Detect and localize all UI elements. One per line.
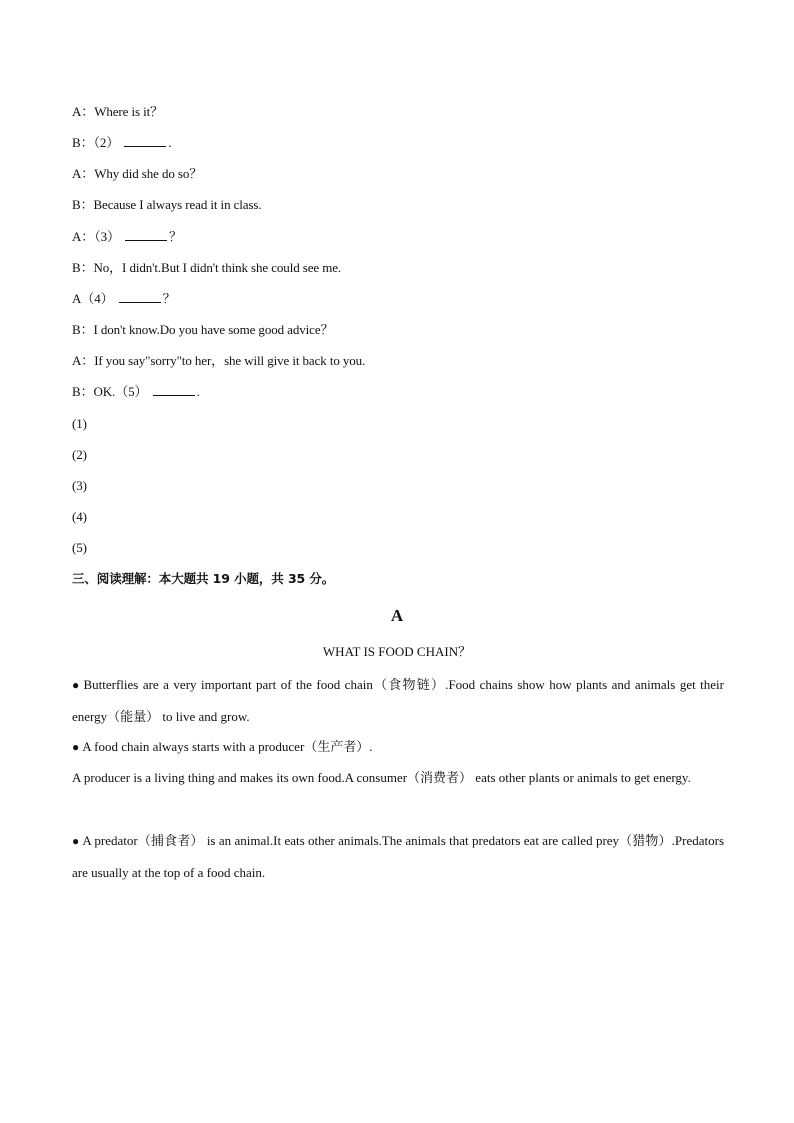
answer-number: (5): [72, 540, 87, 555]
answer-line-2: [72, 447, 87, 463]
bullet-icon: ●: [72, 740, 80, 754]
paragraph-text: A producer is a living thing and makes its own food.A consumer（消费者） eats other plants or animals to get energy.: [72, 770, 691, 785]
paragraph-1: [72, 669, 724, 732]
answer-number: (3): [72, 478, 87, 493]
answer-blank-2[interactable]: [124, 135, 166, 147]
dialogue-text: A：Where is it？: [72, 104, 164, 119]
paragraph-3: [72, 762, 724, 793]
dialogue-line-6: [72, 260, 341, 276]
dialogue-suffix: .: [168, 135, 172, 150]
paragraph-text: A predator（捕食者） is an animal.It eats other animals.The animals that predators eat are called prey（猎物）.Predators are usually at the top of a food chain.: [72, 833, 725, 880]
dialogue-line-3: [72, 166, 202, 182]
dialogue-line-1: [72, 104, 163, 120]
passage-title: WHAT IS FOOD CHAIN？: [322, 644, 472, 659]
dialogue-text: B：Because I always read it in class.: [72, 197, 262, 212]
answer-blank-4[interactable]: [119, 291, 161, 303]
answer-number: (1): [72, 416, 87, 431]
dialogue-suffix: .: [196, 384, 200, 399]
dialogue-text: B：No，I didn't.But I didn't think she could see me.: [72, 260, 342, 275]
passage-label: A: [390, 606, 404, 625]
dialogue-text: B：I don't know.Do you have some good advice？: [72, 322, 334, 337]
paragraph-text: A food chain always starts with a producer（生产者）.: [82, 739, 373, 754]
answer-blank-5[interactable]: [153, 384, 195, 396]
answer-line-5: [72, 540, 87, 556]
dialogue-text: A：If you say"sorry"to her，she will give it back to you.: [72, 353, 366, 368]
dialogue-line-8: [72, 322, 333, 338]
dialogue-text: A（4）: [72, 291, 114, 306]
dialogue-line-9: [72, 353, 365, 369]
dialogue-line-4: [72, 197, 262, 213]
answer-blank-3[interactable]: [125, 229, 167, 241]
dialogue-line-2: [72, 135, 171, 151]
dialogue-text: A：Why did she do so？: [72, 166, 203, 181]
dialogue-text: B：OK.（5）: [72, 384, 148, 399]
answer-line-1: [72, 416, 87, 432]
dialogue-text: B：（2）: [72, 135, 120, 150]
bullet-icon: ●: [72, 834, 80, 848]
answer-line-3: [72, 478, 87, 494]
dialogue-line-10: [72, 384, 200, 400]
paragraph-4: [72, 825, 724, 888]
paragraph-2: [72, 731, 724, 763]
paragraph-text: Butterflies are a very important part of the food chain（食物链）.Food chains show how plants and animals get their energy（能量） to live and grow.: [72, 677, 724, 724]
answer-number: (4): [72, 509, 87, 524]
dialogue-line-7: [72, 291, 176, 307]
dialogue-line-5: [72, 229, 182, 245]
answer-number: (2): [72, 447, 87, 462]
bullet-icon: ●: [72, 678, 81, 692]
dialogue-text: A：（3）: [72, 229, 120, 244]
section-heading: 三、阅读理解：本大题共 19 小题，共 35 分。: [72, 571, 335, 586]
answer-line-4: [72, 509, 87, 525]
dialogue-suffix: ？: [169, 229, 182, 244]
dialogue-suffix: ？: [162, 291, 176, 306]
